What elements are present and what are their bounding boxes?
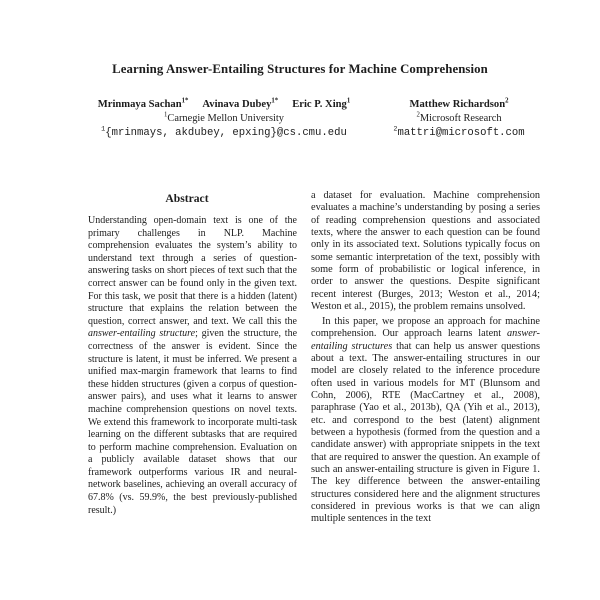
authors-line-msr <box>378 97 540 112</box>
abstract-text-segment: ; given the structure, the correctness of the answer is evident. Since the structure is latent, it must be inferred. We present a unified max-margin framework that learns to find these hidden structures (given a corpus of question-answer pairs), and uses what it learns to answer machine comprehension questions on novel texts. We extend this framework to incorporate multi-task learning on the different subtasks that are required to perform machine comprehension. Evaluation on a publicly available dataset shows that our framework outperforms various IR and neural-network baselines, achieving an overall accuracy of 67.8% (vs. 59.9%, the best previously-published result.) <box>88 328 298 516</box>
intro-italic-term: answer-entailing structures <box>311 328 540 352</box>
email-address: mattri@microsoft.com <box>397 127 525 139</box>
affiliation-name: Carnegie Mellon University <box>167 113 284 124</box>
affiliation-footnote-mark: 2 <box>416 111 420 119</box>
affiliation-footnote-mark: 1 <box>164 111 168 119</box>
intro-paragraph-2 <box>311 316 540 526</box>
introduction-column <box>311 190 540 526</box>
author-name: Mrinmaya Sachan <box>97 99 182 110</box>
author-footnote-mark: 1 <box>346 97 351 105</box>
abstract-heading: Abstract <box>165 192 209 205</box>
email-msr <box>378 126 540 140</box>
authors-line-cmu <box>78 97 370 112</box>
abstract-italic-term: answer-entailing structure <box>88 328 196 340</box>
affiliation-name: Microsoft Research <box>419 113 502 124</box>
author-footnote-mark: 1* <box>271 97 279 105</box>
abstract-body <box>88 215 297 517</box>
paper-title: Learning Answer-Entailing Structures for Machine Comprehension <box>112 62 488 76</box>
author-name: Avinava Dubey <box>202 99 272 110</box>
abstract-section <box>75 192 299 517</box>
email-footnote-mark: 1 <box>101 125 106 134</box>
intro-text-segment: that can help us answer questions about a text. The answer-entailing structures in our model are closely related to the inference procedure often used in various models for MT (Blunsom and Cohn, 2006), RTE (MacCartney et al., 2008), paraphrase (Yao et al., 2013b), QA (Yih et al., 2013), etc. and correspond to the best (latent) alignment between a hypothesis (formed from the question and a candidate answer) with appropriate snippets in the text that are required to answer the question. An example of such an answer-entailing structure is given in Figure 1. The key difference between the answer-entailing structures considered here and the alignment structures considered in previous works is that we can align multiple sentences in the text <box>311 340 540 525</box>
email-footnote-mark: 2 <box>393 125 398 134</box>
author-name: Eric P. Xing <box>292 99 347 110</box>
intro-paragraph-1: a dataset for evaluation. Machine comprehension evaluates a machine’s understanding by posing a series of reading comprehension questions and associated texts, where the answer to each question can be found only in its associated text. Solutions typically focus on some semantic interpretation of the text, possibly with some form of probabilistic or logical inference, in order to answer the questions. Despite significant recent interest (Burges, 2013; Weston et al., 2014; Weston et al., 2015), the problem remains unsolved. <box>311 190 540 313</box>
author-name: Matthew Richardson <box>409 99 506 110</box>
email-address: {mrinmays, akdubey, epxing}@cs.cmu.edu <box>105 127 347 139</box>
affiliation-msr <box>378 112 540 126</box>
author-dubey <box>202 99 278 110</box>
author-footnote-mark: 2 <box>505 97 509 105</box>
author-xing <box>292 99 350 110</box>
author-sachan <box>98 99 189 110</box>
abstract-text-segment: Understanding open-domain text is one of the primary challenges in NLP. Machine comprehension evaluates the system’s ability to understand text through a series of question-answering tasks on short pieces of text such that the correct answer can be found only in the given text. For this task, we posit that there is a hidden (latent) structure that explains the relation between the question, correct answer, and text. We call this the <box>88 215 297 327</box>
author-footnote-mark: 1* <box>181 97 189 105</box>
author-richardson <box>409 99 508 110</box>
intro-text-segment: In this paper, we propose an approach for machine comprehension. Our approach learns latent <box>311 315 540 340</box>
affiliation-cmu <box>78 112 370 126</box>
author-block-cmu <box>78 97 370 140</box>
email-cmu <box>78 126 370 140</box>
author-block-msr <box>378 97 540 140</box>
